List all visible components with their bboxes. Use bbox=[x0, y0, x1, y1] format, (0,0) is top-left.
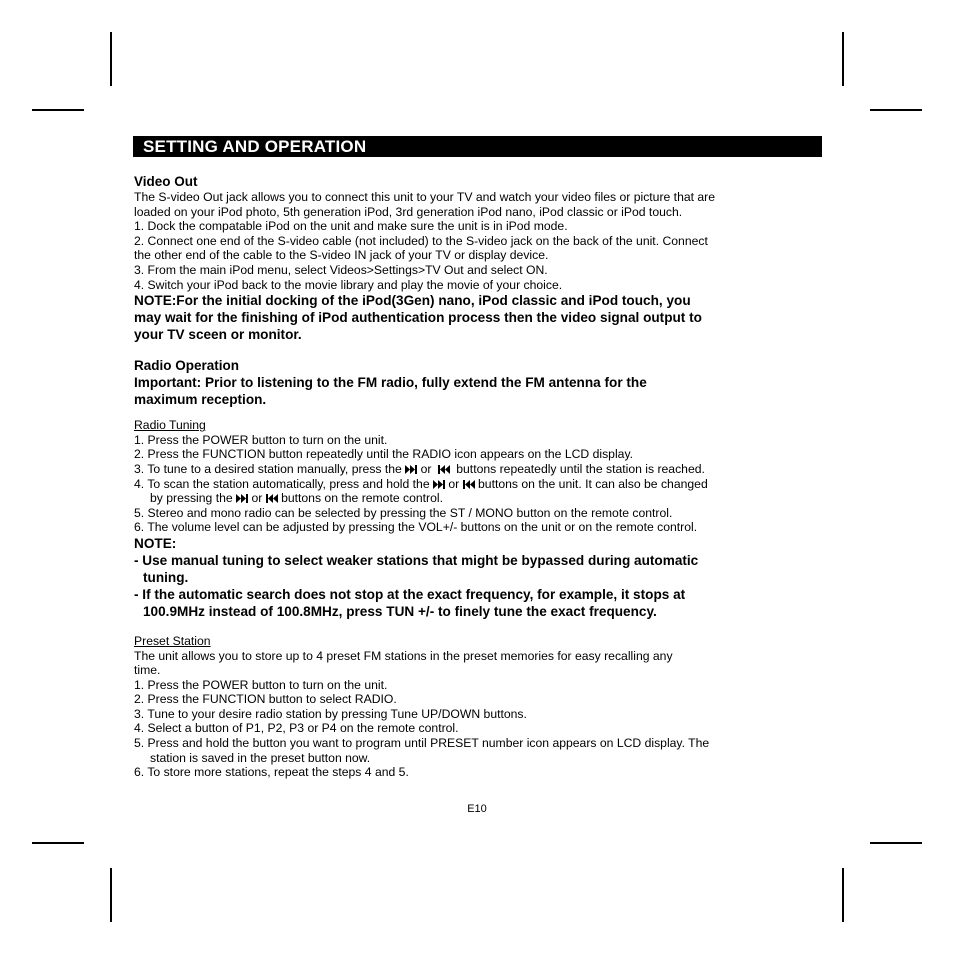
step-line: 5. Press and hold the button you want to program until PRESET number icon appears on LCD display. The bbox=[134, 736, 710, 751]
step-line: station is saved in the preset button now. bbox=[150, 750, 371, 765]
step-line: 2. Connect one end of the S-video cable (not included) to the S-video jack on the back of the unit. Connect bbox=[134, 233, 708, 248]
skip-forward-icon bbox=[236, 494, 248, 503]
tuning-note-bullet: - Use manual tuning to select weaker stations that might be bypassed during automatic bbox=[134, 552, 699, 568]
section-title: SETTING AND OPERATION bbox=[143, 137, 367, 156]
page-content bbox=[134, 173, 824, 780]
crop-mark bbox=[842, 868, 844, 922]
step-line: 4. To scan the station automatically, press and hold the or buttons on the unit. It can also be changed bbox=[134, 476, 708, 491]
step-line: 3. From the main iPod menu, select Videos>Settings>TV Out and select ON. bbox=[134, 262, 548, 277]
crop-mark bbox=[110, 868, 112, 922]
step-line: 4. Select a button of P1, P2, P3 or P4 on the remote control. bbox=[134, 721, 459, 736]
paragraph-line: time. bbox=[134, 663, 161, 678]
step-line: 1. Dock the compatable iPod on the unit and make sure the unit is in iPod mode. bbox=[134, 219, 568, 234]
step-line: by pressing the or buttons on the remote control. bbox=[150, 491, 443, 506]
paragraph-line: The unit allows you to store up to 4 preset FM stations in the preset memories for easy recalling any bbox=[134, 648, 673, 663]
skip-forward-icon bbox=[405, 465, 417, 474]
crop-mark bbox=[110, 32, 112, 86]
radio-operation-heading: Radio Operation bbox=[134, 358, 240, 374]
step-line: 1. Press the POWER button to turn on the unit. bbox=[134, 432, 388, 447]
tuning-note-label: NOTE: bbox=[134, 535, 177, 551]
step-line: 2. Press the FUNCTION button to select RADIO. bbox=[134, 692, 397, 707]
important-note: maximum reception. bbox=[134, 392, 267, 408]
step-line: the other end of the cable to the S-video IN jack of your TV or display device. bbox=[134, 248, 549, 263]
step-line: 5. Stereo and mono radio can be selected by pressing the ST / MONO button on the remote control. bbox=[134, 505, 673, 520]
step-line: 6. The volume level can be adjusted by pressing the VOL+/- buttons on the unit or on the remote control. bbox=[134, 520, 698, 535]
step-line: 4. Switch your iPod back to the movie library and play the movie of your choice. bbox=[134, 277, 563, 292]
radio-tuning-heading: Radio Tuning bbox=[134, 418, 206, 433]
paragraph-line: The S-video Out jack allows you to connect this unit to your TV and watch your video files or picture that are bbox=[134, 190, 716, 204]
crop-mark bbox=[842, 32, 844, 86]
tuning-note-bullet: - If the automatic search does not stop at the exact frequency, for example, it stops at bbox=[134, 586, 686, 602]
skip-back-icon bbox=[438, 465, 450, 474]
page-number: E10 bbox=[467, 803, 487, 815]
video-note: your TV sceen or monitor. bbox=[134, 327, 302, 343]
video-note: may wait for the finishing of iPod authentication process then the video signal output to bbox=[134, 310, 702, 326]
step-line: 3. To tune to a desired station manually, press the or buttons repeatedly until the station is reached. bbox=[134, 461, 705, 476]
section-banner bbox=[133, 136, 822, 157]
preset-station-heading: Preset Station bbox=[134, 633, 211, 648]
skip-back-icon bbox=[266, 494, 278, 503]
crop-mark bbox=[870, 109, 922, 111]
crop-mark bbox=[870, 842, 922, 844]
step-line: 2. Press the FUNCTION button repeatedly until the RADIO icon appears on the LCD display. bbox=[134, 447, 634, 462]
step-line: 3. Tune to your desire radio station by pressing Tune UP/DOWN buttons. bbox=[134, 706, 527, 721]
video-note: NOTE:For the initial docking of the iPod(3Gen) nano, iPod classic and iPod touch, you bbox=[134, 293, 691, 309]
tuning-note-bullet: 100.9MHz instead of 100.8MHz, press TUN +/- to finely tune the exact frequency. bbox=[143, 603, 657, 619]
video-out-heading: Video Out bbox=[134, 174, 198, 189]
skip-back-icon bbox=[463, 480, 475, 489]
tuning-note-bullet: tuning. bbox=[143, 569, 189, 585]
step-line: 6. To store more stations, repeat the steps 4 and 5. bbox=[134, 765, 409, 780]
step-line: 1. Press the POWER button to turn on the unit. bbox=[134, 677, 388, 692]
crop-mark bbox=[32, 109, 84, 111]
skip-forward-icon bbox=[433, 480, 445, 489]
paragraph-line: loaded on your iPod photo, 5th generation iPod, 3rd generation iPod nano, iPod classic or iPod touch. bbox=[134, 204, 683, 219]
crop-mark bbox=[32, 842, 84, 844]
important-note: Important: Prior to listening to the FM radio, fully extend the FM antenna for the bbox=[134, 375, 647, 391]
